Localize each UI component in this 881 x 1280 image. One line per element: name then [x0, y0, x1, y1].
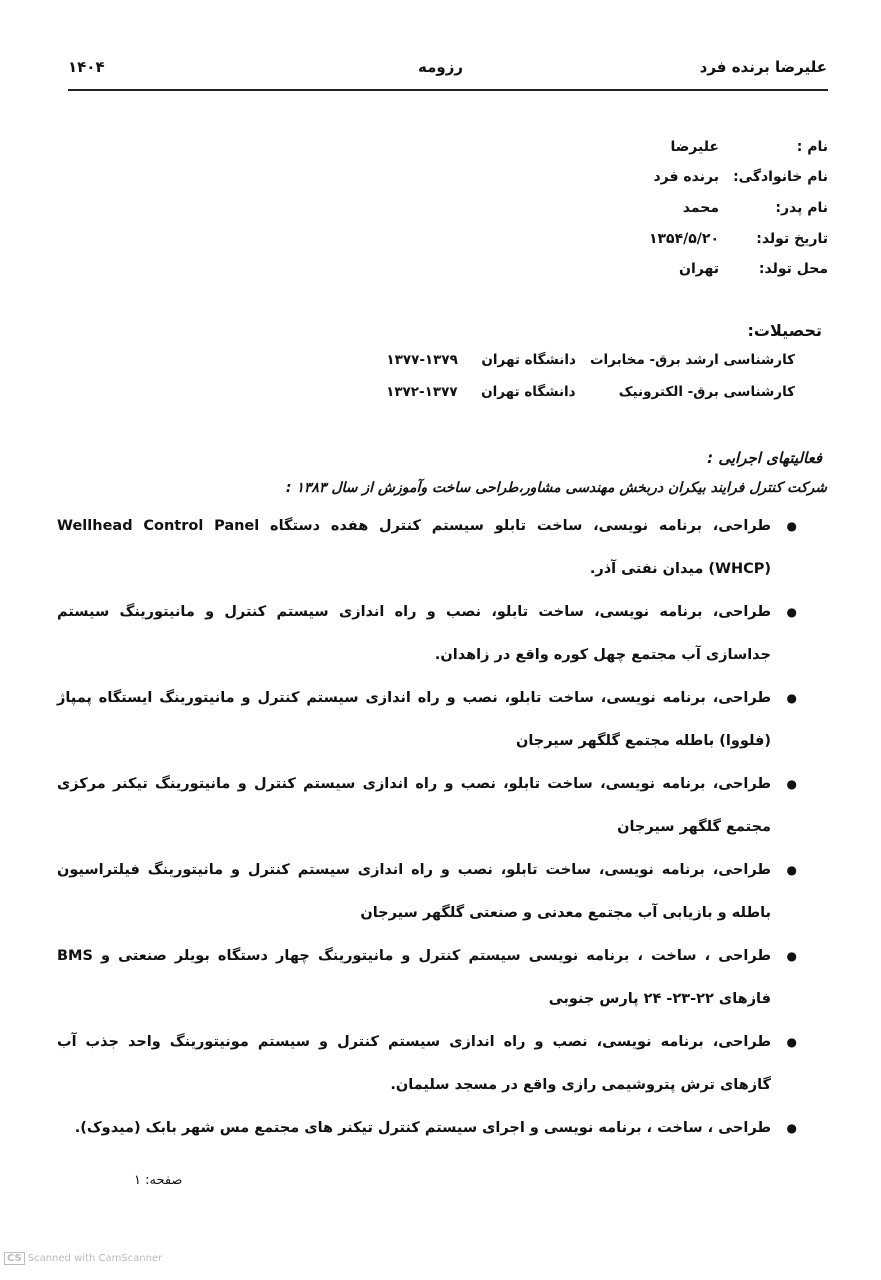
- father-name-value: محمد: [682, 200, 719, 216]
- education-university: دانشگاه تهران: [481, 384, 576, 400]
- header-year: ۱۴۰۴: [68, 58, 105, 76]
- list-item: [57, 1107, 827, 1150]
- education-years: ۱۳۷۲-۱۳۷۷: [386, 384, 458, 400]
- list-item: [57, 505, 827, 591]
- header-author-name: علیرضا برنده فرد: [699, 58, 827, 76]
- activities-title: فعالیتهای اجرایی :: [707, 449, 822, 467]
- education-title: تحصیلات:: [747, 321, 822, 340]
- bullet-icon: ●: [786, 605, 797, 619]
- activities-list: [57, 505, 827, 1150]
- education-row: [386, 384, 795, 400]
- education-university: دانشگاه تهران: [481, 352, 576, 368]
- header-divider: [68, 89, 828, 91]
- first-name-label: نام :: [796, 139, 828, 155]
- bullet-icon: ●: [786, 519, 797, 533]
- list-item: [57, 763, 827, 849]
- father-name-label: نام پدر:: [775, 200, 828, 216]
- education-degree: کارشناسی ارشد برق- مخابرات: [589, 352, 795, 368]
- list-item-text: طراحی، برنامه نویسی، ساخت تابلو، نصب و راه اندازی سیستم کنترل و مانیتورینگ تیکنر مرکزی مجتمع گلگهر سیرجان: [57, 776, 771, 835]
- list-item-text: طراحی، برنامه نویسی، ساخت تابلو، نصب و راه اندازی سیستم کنترل و مانیتورینگ فیلتراسیون باطله و بازیابی آب مجتمع معدنی و صنعتی گلگهر سیرجان: [57, 862, 771, 921]
- last-name-value: برنده فرد: [653, 169, 719, 185]
- education-years: ۱۳۷۷-۱۳۷۹: [386, 352, 458, 368]
- birth-place-value: تهران: [679, 261, 719, 277]
- list-item: [57, 935, 827, 1021]
- list-item-text: طراحی ، ساخت ، برنامه نویسی و اجرای سیستم کنترل تیکنر های مجتمع مس شهر بابک (میدوک).: [74, 1120, 771, 1136]
- header-doc-title: رزومه: [418, 58, 463, 76]
- birth-date-value: ۱۳۵۴/۵/۲۰: [648, 231, 719, 247]
- list-item-text: طراحی، برنامه نویسی، ساخت تابلو سیستم کنترل هفده دستگاه Wellhead Control Panel (WHCP) میدان نفتی آذر.: [57, 518, 772, 577]
- bullet-icon: ●: [786, 863, 797, 877]
- page-number: صفحه: ۱: [134, 1173, 183, 1188]
- bullet-icon: ●: [786, 1035, 797, 1049]
- bullet-icon: ●: [786, 691, 797, 705]
- activities-subtitle: شرکت کنترل فرایند بیکران دربخش مهندسی مشاور،طراحی ساخت وآموزش از سال ۱۳۸۳ :: [285, 480, 827, 496]
- list-item: [57, 677, 827, 763]
- last-name-label: نام خانوادگی:: [733, 169, 828, 185]
- watermark-text: Scanned with CamScanner: [27, 1253, 163, 1264]
- bullet-icon: ●: [786, 777, 797, 791]
- first-name-value: علیرضا: [670, 139, 719, 155]
- list-item-text: طراحی، برنامه نویسی، ساخت تابلو، نصب و راه اندازی سیستم کنترل و مانیتورینگ ایستگاه پمپاژ (فلووا) باطله مجتمع گلگهر سیرجان: [57, 690, 771, 749]
- list-item: [57, 1021, 827, 1107]
- bullet-icon: ●: [786, 1121, 797, 1135]
- list-item-text: طراحی، برنامه نویسی، ساخت تابلو، نصب و راه اندازی سیستم کنترل و مانیتورینگ سیستم جداسازی آب مجتمع چهل کوره واقع در زاهدان.: [57, 604, 771, 663]
- list-item-text: طراحی، برنامه نویسی، نصب و راه اندازی سیستم کنترل و سیستم مونیتورینگ واحد جذب آب گازهای ترش پتروشیمی رازی واقع در مسجد سلیمان.: [57, 1034, 771, 1093]
- camscanner-logo-icon: CS: [4, 1252, 25, 1265]
- list-item: [57, 849, 827, 935]
- birth-date-label: تاریخ تولد:: [756, 231, 828, 247]
- list-item-text: طراحی ، ساخت ، برنامه نویسی سیستم کنترل و مانیتورینگ چهار دستگاه بویلر صنعتی و BMS فازهای ۲۲-۲۳- ۲۴ پارس جنوبی: [57, 948, 771, 1007]
- birth-place-label: محل تولد:: [758, 261, 828, 277]
- education-degree: کارشناسی برق- الکترونیک: [618, 384, 795, 400]
- scanner-watermark: [4, 1252, 162, 1265]
- bullet-icon: ●: [786, 949, 797, 963]
- list-item: [57, 591, 827, 677]
- education-row: [386, 352, 795, 368]
